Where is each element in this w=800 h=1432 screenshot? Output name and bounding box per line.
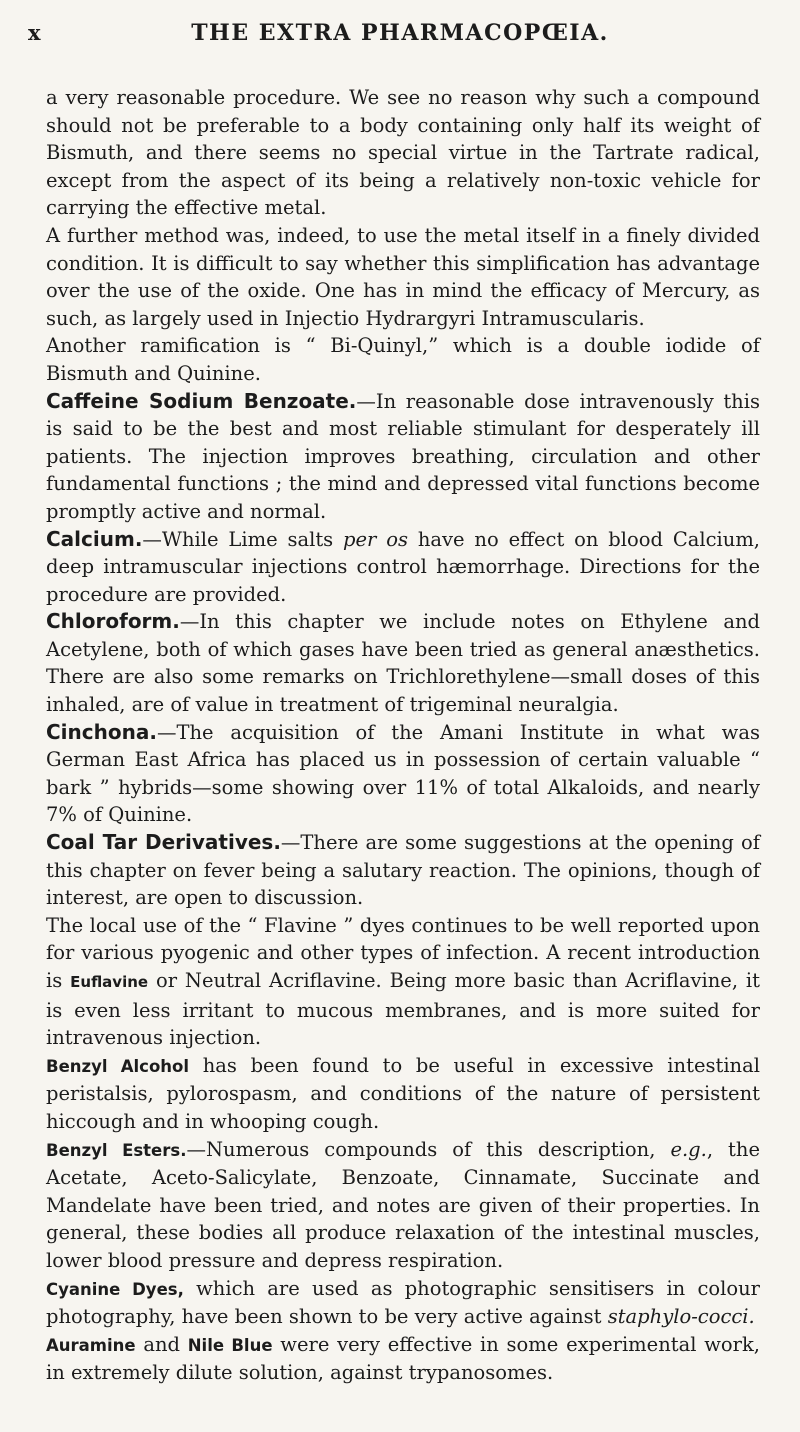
page-number: x	[28, 20, 42, 45]
entry-benzyl-alcohol	[46, 1052, 760, 1136]
entry-text-benzyl-esters-a: —Numerous compounds of this description,	[186, 1137, 671, 1161]
paragraph-flavine	[46, 912, 760, 1052]
term-euflavine: Euflavine	[70, 973, 149, 991]
entry-caffeine	[46, 388, 760, 526]
entry-italic-staphylococci: staphylo-cocci.	[607, 1305, 755, 1329]
entry-text-cinchona: —The acquisition of the Amani Institute in what was German East Africa has placed us in possession of certain valuable “ bark ” hybrids—some showing over 11% of total Alkaloids, and nearly 7% of Quinine.	[46, 720, 760, 827]
entry-auramine	[46, 1331, 760, 1387]
running-title: THE EXTRA PHARMACOPŒIA.	[191, 20, 609, 46]
paragraph-bi-quinyl: Another ramification is “ Bi-Quinyl,” which is a double iodide of Bismuth and Quinine.	[46, 334, 760, 385]
entry-heading-coal-tar: Coal Tar Derivatives.	[46, 830, 281, 855]
entry-heading-benzyl-alcohol: Benzyl Alcohol	[46, 1056, 190, 1076]
entry-coal-tar	[46, 829, 760, 912]
flavine-text-a: The local use of the “ Flavine ” dyes continues to be well reported upon for various pyogenic and other types of infection. A recent introduction is	[46, 913, 760, 992]
entry-text-auramine-and: and	[135, 1332, 188, 1356]
entry-chloroform	[46, 608, 760, 718]
flavine-text-b: or Neutral Acriflavine. Being more basic than Acriflavine, it is even less irritant to mucous membranes, and is more suited for intravenous injection.	[46, 969, 760, 1050]
entry-cinchona	[46, 719, 760, 829]
entry-text-auramine: were very effective in some experimental work, in extremely dilute solution, against trypanosomes.	[46, 1332, 760, 1385]
entry-heading-cyanine-dyes: Cyanine Dyes,	[46, 1279, 184, 1299]
entry-italic-per-os: per os	[343, 527, 408, 551]
entry-text-benzyl-esters-b: , the Acetate, Aceto-Salicylate, Benzoate, Cinnamate, Succinate and Mandelate have been tried, and notes are given of their properties. In general, these bodies all produce relaxation of the intestinal muscles, lower blood pressure and depress respiration.	[46, 1137, 760, 1272]
entry-text-cyanine-a: which are used as photographic sensitisers in colour photography, have been shown to be very active against	[46, 1276, 760, 1329]
entry-italic-eg: e.g.	[670, 1137, 707, 1161]
entry-heading-calcium: Calcium.	[46, 526, 143, 551]
entry-cyanine-dyes	[46, 1275, 760, 1331]
entry-heading-caffeine: Caffeine Sodium Benzoate.	[46, 388, 357, 413]
entry-heading-cinchona: Cinchona.	[46, 719, 157, 744]
page-header	[28, 20, 772, 58]
entry-text-chloroform: —In this chapter we include notes on Ethylene and Acetylene, both of which gases have been tried as general anæsthetics. There are also some remarks on Trichlorethylene—small doses of this inhaled, are of value in treatment of trigeminal neuralgia.	[46, 610, 760, 717]
page-body	[46, 84, 760, 1387]
paragraph-metal-method: A further method was, indeed, to use the metal itself in a finely divided condition. It is difficult to say whether this simplification has advantage over the use of the oxide. One has in mind the efficacy of Mercury, as such, as largely used in Injectio Hydrargyri Intramuscularis.	[46, 223, 760, 330]
entry-text-calcium-b: have no effect on blood Calcium, deep intramuscular injections control hæmorrhage. Directions for the procedure are provided.	[46, 527, 761, 606]
entry-calcium	[46, 526, 760, 609]
entry-text-coal-tar: —There are some suggestions at the opening of this chapter on fever being a salutary reaction. The opinions, though of interest, are open to discussion.	[46, 831, 760, 910]
entry-benzyl-esters	[46, 1136, 760, 1275]
entry-text-calcium-a: —While Lime salts	[142, 527, 344, 551]
entry-heading-chloroform: Chloroform.	[46, 609, 180, 634]
entry-heading-auramine: Auramine	[46, 1335, 136, 1355]
paragraph-bismuth-procedure: a very reasonable procedure. We see no reason why such a compound should not be preferable to a body containing only half its weight of Bismuth, and there seems no special virtue in the Tartrate radical, except from the aspect of its being a relatively non-toxic vehicle for carrying the effective metal.	[46, 86, 760, 220]
entry-text-benzyl-alcohol: has been found to be useful in excessive intestinal peristalsis, pylorospasm, and conditions of the nature of persistent hiccough and in whooping cough.	[46, 1053, 760, 1133]
entry-heading-benzyl-esters: Benzyl Esters.	[46, 1140, 187, 1160]
entry-heading-nile-blue: Nile Blue	[187, 1335, 273, 1355]
entry-text-caffeine: —In reasonable dose intravenously this is said to be the best and most reliable stimulant for desperately ill patients. The injection improves breathing, circulation and other fundamental functions ; the mind and depressed vital functions become promptly active and normal.	[46, 389, 760, 523]
